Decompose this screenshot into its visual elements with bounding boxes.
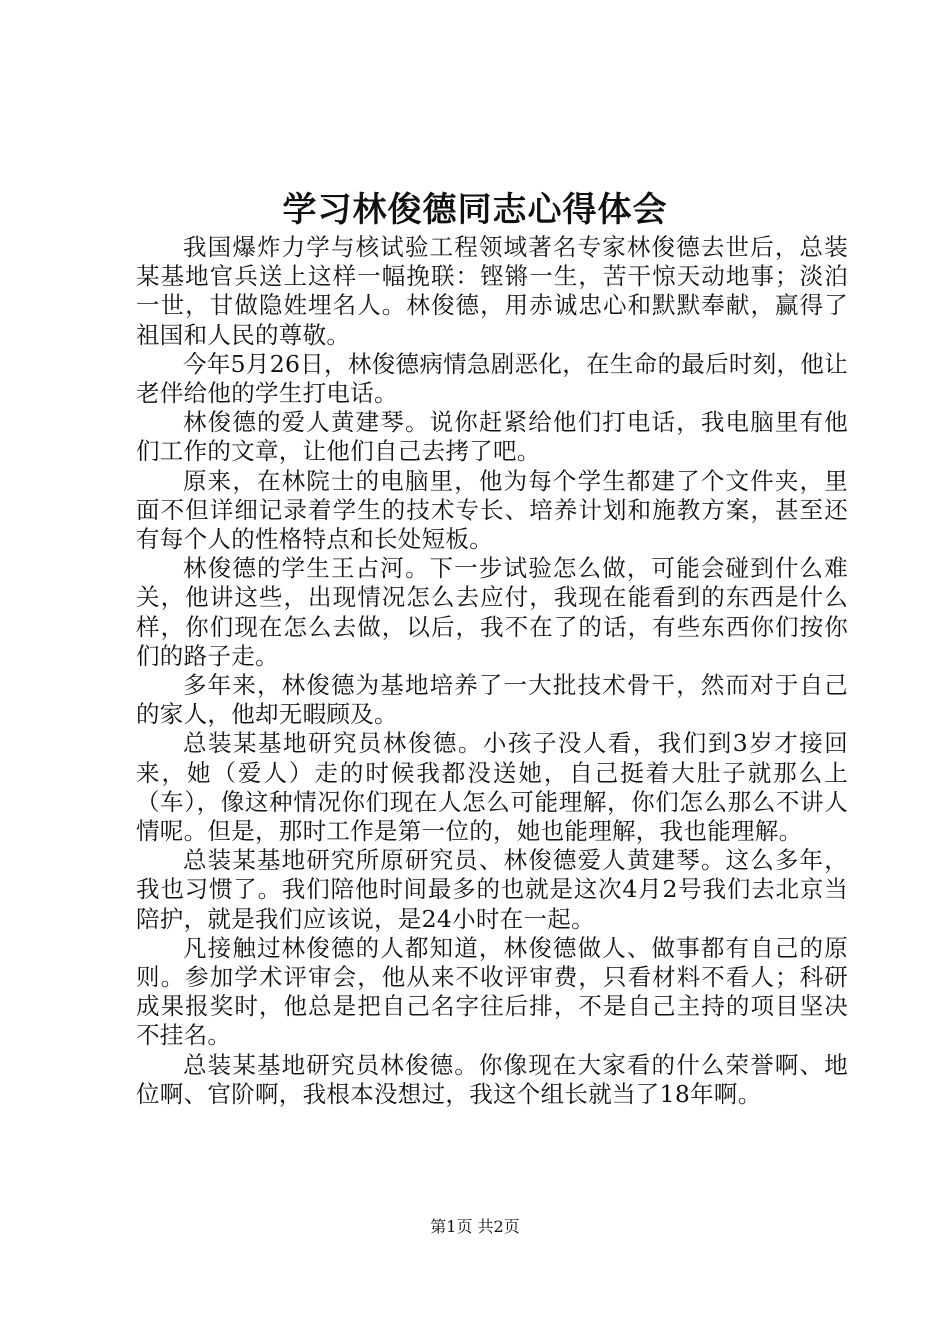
paragraph: 我国爆炸力学与核试验工程领域著名专家林俊德去世后，总装某基地官兵送上这样一幅挽联：铿锵一生，苦干惊天动地事；淡泊一世，甘做隐姓埋名人。林俊德，用赤诚忠心和默默奉献，赢得了祖国和人民的尊敬。: [136, 233, 848, 349]
paragraph: 多年来，林俊德为基地培养了一大批技术骨干，然而对于自己的家人，他却无暇顾及。: [136, 671, 848, 729]
document-title: 学习林俊德同志心得体会: [282, 190, 668, 230]
paragraph: 总装某基地研究所原研究员、林俊德爱人黄建琴。这么多年，我也习惯了。我们陪他时间最多的也就是这次4月2号我们去北京当陪护，就是我们应该说，是24小时在一起。: [136, 846, 848, 933]
paragraph: 总装某基地研究员林俊德。你像现在大家看的什么荣誉啊、地位啊、官阶啊，我根本没想过，我这个组长就当了18年啊。: [136, 1050, 848, 1108]
paragraph: 林俊德的爱人黄建琴。说你赶紧给他们打电话，我电脑里有他们工作的文章，让他们自己去拷了吧。: [136, 408, 848, 466]
paragraph: 原来，在林院士的电脑里，他为每个学生都建了个文件夹，里面不但详细记录着学生的技术专长、培养计划和施教方案，甚至还有每个人的性格特点和长处短板。: [136, 466, 848, 554]
paragraph: 今年5月26日，林俊德病情急剧恶化，在生命的最后时刻，他让老伴给他的学生打电话。: [136, 349, 848, 408]
page-footer: 第1页 共2页: [430, 1217, 520, 1236]
paragraph: 凡接触过林俊德的人都知道，林俊德做人、做事都有自己的原则。参加学术评审会，他从来不收评审费，只看材料不看人；科研成果报奖时，他总是把自己名字往后排，不是自己主持的项目坚决不挂名。: [136, 933, 848, 1050]
document-body: [136, 233, 848, 1109]
paragraph: 总装某基地研究员林俊德。小孩子没人看，我们到3岁才接回来，她（爱人）走的时候我都没送她，自己挺着大肚子就那么上（车），像这种情况你们现在人怎么可能理解，你们怎么那么不讲人情呢。但是，那时工作是第一位的，她也能理解，我也能理解。: [136, 729, 848, 846]
paragraph: 林俊德的学生王占河。下一步试验怎么做，可能会碰到什么难关，他讲这些，出现情况怎么去应付，我现在能看到的东西是什么样，你们现在怎么去做，以后，我不在了的话，有些东西你们按你们的路子走。: [136, 554, 848, 670]
